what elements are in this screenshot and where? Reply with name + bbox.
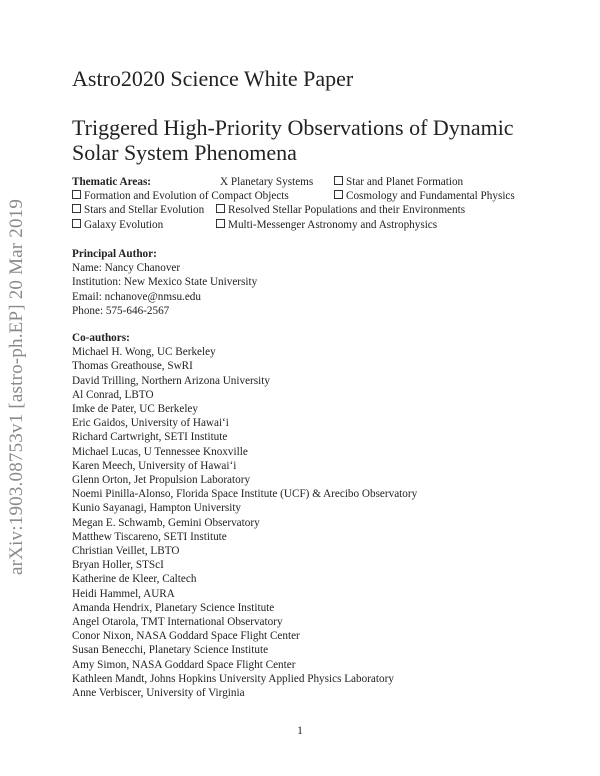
- empty-checkbox-icon: [72, 190, 81, 199]
- theme-option-planetary-systems: X Planetary Systems: [220, 176, 314, 188]
- coauthor-item: Richard Cartwright, SETI Institute: [72, 431, 228, 444]
- theme-option-multi-messenger: Multi-Messenger Astronomy and Astrophysics: [216, 218, 437, 232]
- coauthor-item: David Trilling, Northern Arizona University: [72, 374, 270, 387]
- empty-checkbox-icon: [216, 219, 225, 228]
- coauthor-item: Al Conrad, LBTO: [72, 388, 154, 401]
- coauthor-item: Amy Simon, NASA Goddard Space Flight Center: [72, 658, 296, 671]
- theme-option-star-planet-formation: Star and Planet Formation: [334, 175, 463, 189]
- coauthor-item: Christian Veillet, LBTO: [72, 545, 180, 558]
- author-email: Email: nchanove@nmsu.edu: [72, 290, 201, 303]
- coauthor-item: Amanda Hendrix, Planetary Science Institute: [72, 601, 275, 614]
- empty-checkbox-icon: [72, 204, 81, 213]
- thematic-areas-label: Thematic Areas:: [72, 176, 152, 188]
- coauthor-item: Heidi Hammel, AURA: [72, 587, 175, 600]
- principal-author-block: [72, 247, 257, 318]
- author-institution: Institution: New Mexico State University: [72, 276, 258, 289]
- theme-option-compact-objects: Formation and Evolution of Compact Objects: [72, 189, 289, 203]
- coauthor-item: Bryan Holler, STScI: [72, 559, 164, 572]
- coauthor-item: Glenn Orton, Jet Propulsion Laboratory: [72, 474, 251, 487]
- theme-option-galaxy-evolution: Galaxy Evolution: [72, 218, 163, 232]
- page-number: 1: [297, 725, 303, 737]
- coauthor-item: Thomas Greathouse, SwRI: [72, 360, 193, 373]
- coauthor-item: Matthew Tiscareno, SETI Institute: [72, 530, 227, 543]
- arxiv-identifier-stamp: arXiv:1903.08753v1 [astro-ph.EP] 20 Mar 2019: [6, 198, 27, 575]
- principal-author-label: Principal Author:: [72, 248, 157, 260]
- coauthor-item: Conor Nixon, NASA Goddard Space Flight Center: [72, 630, 300, 643]
- coauthor-item: Megan E. Schwamb, Gemini Observatory: [72, 516, 260, 529]
- author-name: Name: Nancy Chanover: [72, 262, 181, 275]
- author-phone: Phone: 575-646-2567: [72, 304, 170, 317]
- coauthor-item: Michael Lucas, U Tennessee Knoxville: [72, 445, 248, 458]
- empty-checkbox-icon: [72, 219, 81, 228]
- theme-option-resolved-populations: Resolved Stellar Populations and their Environments: [216, 203, 465, 217]
- theme-option-stellar-evolution: Stars and Stellar Evolution: [72, 203, 204, 217]
- coauthor-item: Michael H. Wong, UC Berkeley: [72, 346, 216, 359]
- empty-checkbox-icon: [334, 176, 343, 185]
- coauthor-item: Karen Meech, University of Hawai‘i: [72, 459, 237, 472]
- coauthor-item: Kunio Sayanagi, Hampton University: [72, 502, 242, 515]
- coauthor-item: Katherine de Kleer, Caltech: [72, 573, 197, 586]
- empty-checkbox-icon: [334, 190, 343, 199]
- coauthor-item: Imke de Pater, UC Berkeley: [72, 403, 198, 416]
- empty-checkbox-icon: [216, 204, 225, 213]
- thematic-areas: [72, 175, 542, 232]
- paper-title: Triggered High-Priority Observations of Dynamic Solar System Phenomena: [72, 115, 514, 165]
- coauthor-item: Angel Otarola, TMT International Observatory: [72, 616, 283, 629]
- series-title: Astro2020 Science White Paper: [72, 66, 354, 91]
- coauthor-item: Noemi Pinilla-Alonso, Florida Space Institute (UCF) & Arecibo Observatory: [72, 488, 418, 501]
- checked-mark: X: [220, 176, 229, 188]
- coauthor-item: Eric Gaidos, University of Hawai‘i: [72, 417, 229, 430]
- coauthor-item: Anne Verbiscer, University of Virginia: [72, 687, 245, 700]
- coauthors-block: [72, 331, 417, 700]
- coauthor-item: Susan Benecchi, Planetary Science Institute: [72, 644, 269, 657]
- coauthor-item: Kathleen Mandt, Johns Hopkins University Applied Physics Laboratory: [72, 672, 394, 685]
- theme-option-cosmology: Cosmology and Fundamental Physics: [334, 189, 515, 203]
- coauthors-label: Co-authors:: [72, 332, 130, 344]
